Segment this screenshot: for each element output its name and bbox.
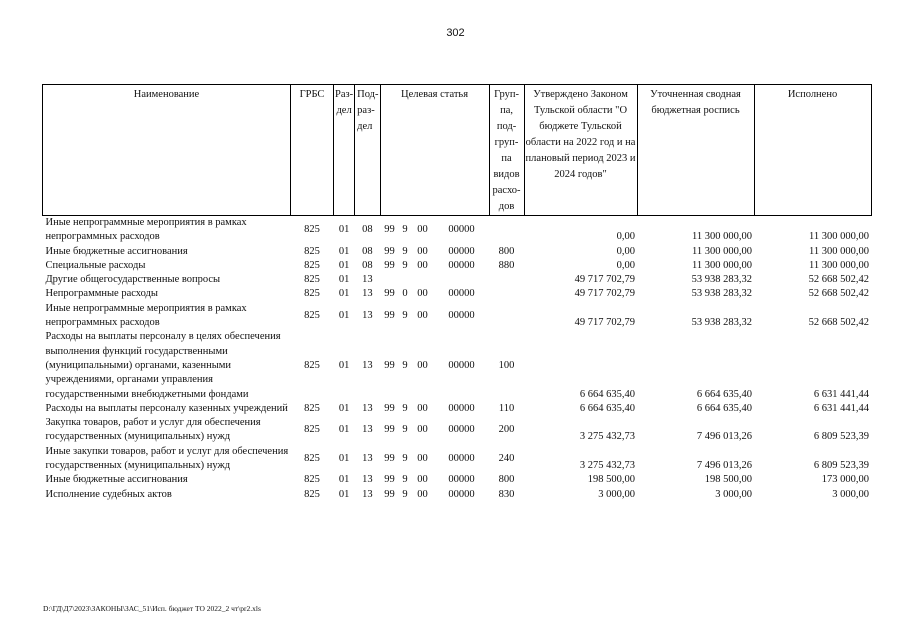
row-approved: 49 717 702,79: [574, 274, 636, 286]
row-target-direction: 00000: [448, 359, 475, 371]
row-approved: 3 275 432,73: [579, 431, 636, 443]
row-razdel: 01: [338, 245, 350, 257]
row-target-direction: 00000: [448, 288, 475, 300]
row-podrazdel: 08: [362, 224, 373, 236]
row-target-subprogram: 9: [402, 402, 408, 414]
row-expense-group: 100: [498, 359, 515, 371]
row-name: Исполнение судебных актов: [45, 488, 172, 500]
row-executed: 52 668 502,42: [808, 317, 870, 329]
row-target-direction: 00000: [448, 424, 475, 436]
row-refined: 11 300 000,00: [692, 231, 753, 243]
row-target-direction: 00000: [448, 224, 475, 236]
row-name: Расходы на выплаты персоналу в целях обеспечения выполнения функций государственными (муниципальными) органами, казенными учреждениями, органами управления государственными внебюджетными фондами: [45, 331, 281, 400]
row-target-direction: 00000: [448, 309, 475, 321]
row-expense-group: 200: [498, 424, 515, 436]
row-target-direction: 00000: [448, 402, 475, 414]
header-target: Целевая статья: [380, 85, 489, 216]
header-razdel: Раз-дел: [334, 85, 355, 216]
row-grbs: 825: [304, 359, 320, 371]
row-approved: 6 664 635,40: [579, 402, 636, 414]
row-target-program: 99: [384, 488, 395, 500]
row-razdel: 01: [338, 474, 350, 486]
row-approved: 0,00: [616, 245, 636, 257]
row-grbs: 825: [304, 424, 320, 436]
row-target-program: [380, 273, 399, 287]
row-executed: 6 809 523,39: [813, 431, 870, 443]
table-row: [43, 473, 872, 487]
row-grbs: 825: [304, 452, 320, 464]
row-executed: 3 000,00: [832, 488, 870, 500]
row-razdel: 01: [338, 309, 350, 321]
row-refined: 53 938 283,32: [691, 288, 753, 300]
row-grbs: 825: [304, 309, 320, 321]
row-refined: 6 664 635,40: [696, 402, 753, 414]
row-approved: 6 664 635,40: [579, 388, 636, 400]
row-razdel: 01: [338, 274, 350, 286]
row-target-program: 99: [384, 309, 395, 321]
row-expense-group: 800: [498, 245, 515, 257]
row-expense-group: 110: [498, 402, 515, 414]
row-refined: 7 496 013,26: [696, 431, 753, 443]
row-expense-group: 240: [498, 452, 515, 464]
row-name: Иные непрограммные мероприятия в рамках непрограммных расходов: [45, 302, 247, 329]
row-razdel: 01: [338, 359, 350, 371]
row-approved: 49 717 702,79: [574, 317, 636, 329]
row-podrazdel: 13: [362, 288, 373, 300]
row-target-event: 00: [417, 402, 428, 414]
row-expense-group: [489, 273, 524, 287]
row-target-program: 99: [384, 259, 395, 271]
row-expense-group: [489, 302, 524, 331]
row-target-subprogram: 9: [402, 259, 408, 271]
row-target-event: 00: [417, 452, 428, 464]
row-refined: 3 000,00: [715, 488, 753, 500]
row-target-event: [411, 273, 434, 287]
row-razdel: 01: [338, 288, 350, 300]
row-razdel: 01: [338, 452, 350, 464]
table-row: [43, 287, 872, 301]
row-target-subprogram: 9: [402, 224, 408, 236]
row-podrazdel: 08: [362, 259, 373, 271]
table-row: [43, 416, 872, 445]
table-row: [43, 445, 872, 474]
row-executed: 11 300 000,00: [809, 245, 870, 257]
row-expense-group: 830: [498, 488, 515, 500]
row-target-event: 00: [417, 488, 428, 500]
row-executed: 52 668 502,42: [808, 288, 870, 300]
row-grbs: 825: [304, 488, 320, 500]
row-name: Другие общегосударственные вопросы: [45, 274, 221, 286]
row-grbs: 825: [304, 245, 320, 257]
row-name: Иные бюджетные ассигнования: [45, 245, 188, 257]
row-target-direction: [434, 273, 489, 287]
row-name: Иные бюджетные ассигнования: [45, 474, 188, 486]
row-approved: 0,00: [616, 231, 636, 243]
budget-table: [42, 84, 872, 502]
table-row: [43, 273, 872, 287]
row-target-program: 99: [384, 424, 395, 436]
row-target-subprogram: 9: [402, 424, 408, 436]
table-row: [43, 245, 872, 259]
row-grbs: 825: [304, 474, 320, 486]
row-refined: 6 664 635,40: [696, 388, 753, 400]
row-target-subprogram: 9: [402, 309, 408, 321]
row-target-program: 99: [384, 402, 395, 414]
row-podrazdel: 13: [362, 452, 373, 464]
row-approved: 49 717 702,79: [574, 288, 636, 300]
row-razdel: 01: [338, 488, 350, 500]
row-grbs: 825: [304, 288, 320, 300]
header-group: Груп-па, под-груп-па видов расхо-дов: [489, 85, 524, 216]
row-executed: 6 809 523,39: [813, 460, 870, 472]
row-executed: 52 668 502,42: [808, 274, 870, 286]
row-name: Иные закупки товаров, работ и услуг для обеспечения государственных (муниципальных) нужд: [45, 445, 289, 472]
page-number: 302: [446, 27, 465, 39]
row-target-subprogram: 9: [402, 359, 408, 371]
table-row: [43, 488, 872, 502]
row-expense-group: [489, 216, 524, 245]
row-target-subprogram: 9: [402, 488, 408, 500]
row-executed: 6 631 441,44: [813, 402, 870, 414]
row-target-event: 00: [417, 424, 428, 436]
row-target-program: 99: [384, 288, 395, 300]
header-executed: Исполнено: [754, 85, 871, 216]
row-approved: 3 275 432,73: [579, 460, 636, 472]
row-target-event: 00: [417, 224, 428, 236]
row-expense-group: 800: [498, 474, 515, 486]
row-target-event: 00: [417, 309, 428, 321]
row-target-program: 99: [384, 452, 395, 464]
row-podrazdel: 13: [362, 488, 373, 500]
header-grbs: ГРБС: [291, 85, 334, 216]
row-target-event: 00: [417, 288, 428, 300]
row-approved: 198 500,00: [587, 474, 636, 486]
row-podrazdel: 13: [362, 424, 373, 436]
row-name: Закупка товаров, работ и услуг для обеспечения государственных (муниципальных) нужд: [45, 417, 261, 443]
table-row: [43, 302, 872, 331]
row-podrazdel: 13: [362, 474, 373, 486]
row-podrazdel: 13: [362, 274, 373, 286]
header-name: Наименование: [43, 85, 291, 216]
row-podrazdel: 13: [362, 309, 373, 321]
table-header-row: [43, 85, 872, 216]
row-approved: 3 000,00: [598, 488, 636, 500]
row-target-program: 99: [384, 359, 395, 371]
row-refined: 53 938 283,32: [691, 274, 753, 286]
row-podrazdel: 13: [362, 402, 373, 414]
row-target-event: 00: [417, 474, 428, 486]
row-target-event: 00: [417, 259, 428, 271]
row-target-subprogram: 9: [402, 474, 408, 486]
row-target-direction: 00000: [448, 452, 475, 464]
row-razdel: 01: [338, 224, 350, 236]
row-expense-group: [489, 287, 524, 301]
table-row: [43, 259, 872, 273]
row-target-direction: 00000: [448, 245, 475, 257]
row-refined: 11 300 000,00: [692, 245, 753, 257]
row-target-direction: 00000: [448, 259, 475, 271]
row-target-subprogram: [399, 273, 411, 287]
row-razdel: 01: [338, 402, 350, 414]
row-executed: 11 300 000,00: [809, 231, 870, 243]
row-target-program: 99: [384, 474, 395, 486]
row-target-subprogram: 9: [402, 245, 408, 257]
row-grbs: 825: [304, 224, 320, 236]
row-approved: 0,00: [616, 259, 636, 271]
header-refined: Уточненная сводная бюджетная роспись: [637, 85, 754, 216]
row-name: Специальные расходы: [45, 259, 146, 271]
row-executed: 6 631 441,44: [813, 388, 870, 400]
footer-file-path: D:\ГД\Д7\2023\ЗАКОНЫ\ЗАС_51\Исп. бюджет ТО 2022_2 чт\pr2.xls: [43, 604, 261, 613]
row-target-direction: 00000: [448, 488, 475, 500]
row-grbs: 825: [304, 274, 320, 286]
row-podrazdel: 08: [362, 245, 373, 257]
row-target-direction: 00000: [448, 474, 475, 486]
row-refined: 198 500,00: [704, 474, 753, 486]
row-executed: 11 300 000,00: [809, 259, 870, 271]
row-refined: 7 496 013,26: [696, 460, 753, 472]
row-podrazdel: 13: [362, 359, 373, 371]
row-refined: 11 300 000,00: [692, 259, 753, 271]
table-row: [43, 402, 872, 416]
table-row: [43, 330, 872, 401]
row-target-subprogram: 0: [402, 288, 408, 300]
row-executed: 173 000,00: [821, 474, 870, 486]
row-target-program: 99: [384, 245, 395, 257]
row-refined: 53 938 283,32: [691, 317, 753, 329]
row-target-event: 00: [417, 245, 428, 257]
row-razdel: 01: [338, 259, 350, 271]
row-name: Расходы на выплаты персоналу казенных учреждений: [45, 402, 288, 414]
row-grbs: 825: [304, 402, 320, 414]
row-grbs: 825: [304, 259, 320, 271]
header-approved: Утверждено Законом Тульской области "О бюджете Тульской области на 2022 год и на плановый период 2023 и 2024 годов": [524, 85, 637, 216]
row-target-program: 99: [384, 224, 395, 236]
table-row: [43, 216, 872, 245]
row-name: Иные непрограммные мероприятия в рамках непрограммных расходов: [45, 217, 247, 243]
row-razdel: 01: [338, 424, 350, 436]
row-expense-group: 880: [498, 259, 515, 271]
row-name: Непрограммные расходы: [45, 288, 158, 300]
header-podrazdel: Под-раз-дел: [355, 85, 380, 216]
row-target-event: 00: [417, 359, 428, 371]
row-target-subprogram: 9: [402, 452, 408, 464]
